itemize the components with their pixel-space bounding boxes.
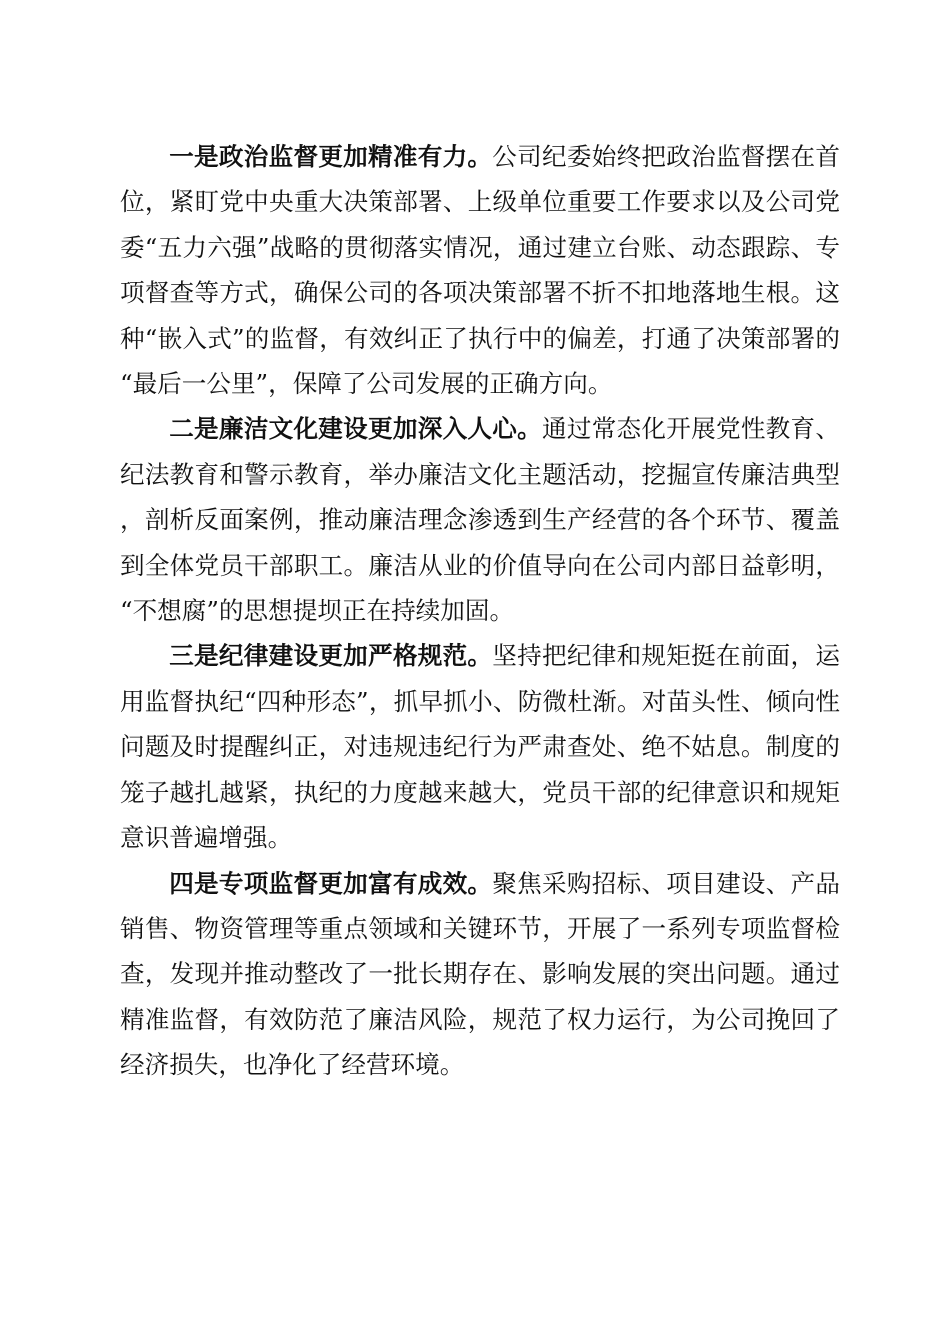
document-body (120, 134, 840, 1088)
paragraph-discipline-building (120, 633, 840, 860)
paragraph-political-supervision (120, 134, 840, 406)
paragraph-lead: 一是政治监督更加精准有力。 (169, 142, 493, 171)
paragraph-lead: 三是纪律建设更加严格规范。 (169, 641, 493, 671)
paragraph-lead: 二是廉洁文化建设更加深入人心。 (169, 414, 542, 444)
paragraph-lead: 四是专项监督更加富有成效。 (169, 868, 493, 898)
paragraph-integrity-culture (120, 406, 840, 633)
paragraph-text: 通过常态化开展党性教育、纪法教育和警示教育，举办廉洁文化主题活动，挖掘宣传廉洁典型，剖析反面案例，推动廉洁理念渗透到生产经营的各个环节、覆盖到全体党员干部职工。廉洁从业的价值导向在公司内部日益彰明，“不想腐”的思想提坝正在持续加固。 (120, 414, 840, 626)
paragraph-text: 公司纪委始终把政治监督摆在首位，紧盯党中央重大决策部署、上级单位重要工作要求以及公司党委“五力六强”战略的贯彻落实情况，通过建立台账、动态跟踪、专项督查等方式，确保公司的各项决策部署不折不扣地落地生根。这种“嵌入式”的监督，有效纠正了执行中的偏差，打通了决策部署的“最后一公里”，保障了公司发展的正确方向。 (120, 142, 840, 399)
paragraph-text: 聚焦采购招标、项目建设、产品销售、物资管理等重点领域和关键环节，开展了一系列专项监督检查，发现并推动整改了一批长期存在、影响发展的突出问题。通过精准监督，有效防范了廉洁风险，规范了权力运行，为公司挽回了经济损失，也净化了经营环境。 (120, 868, 840, 1080)
paragraph-text: 坚持把纪律和规矩挺在前面，运用监督执纪“四种形态”，抓早抓小、防微杜渐。对苗头性、倾向性问题及时提醒纠正，对违规违纪行为严肃查处、绝不姑息。制度的笼子越扎越紧，执纪的力度越来越大，党员干部的纪律意识和规矩意识普遍增强。 (120, 641, 840, 853)
paragraph-special-supervision (120, 861, 840, 1088)
